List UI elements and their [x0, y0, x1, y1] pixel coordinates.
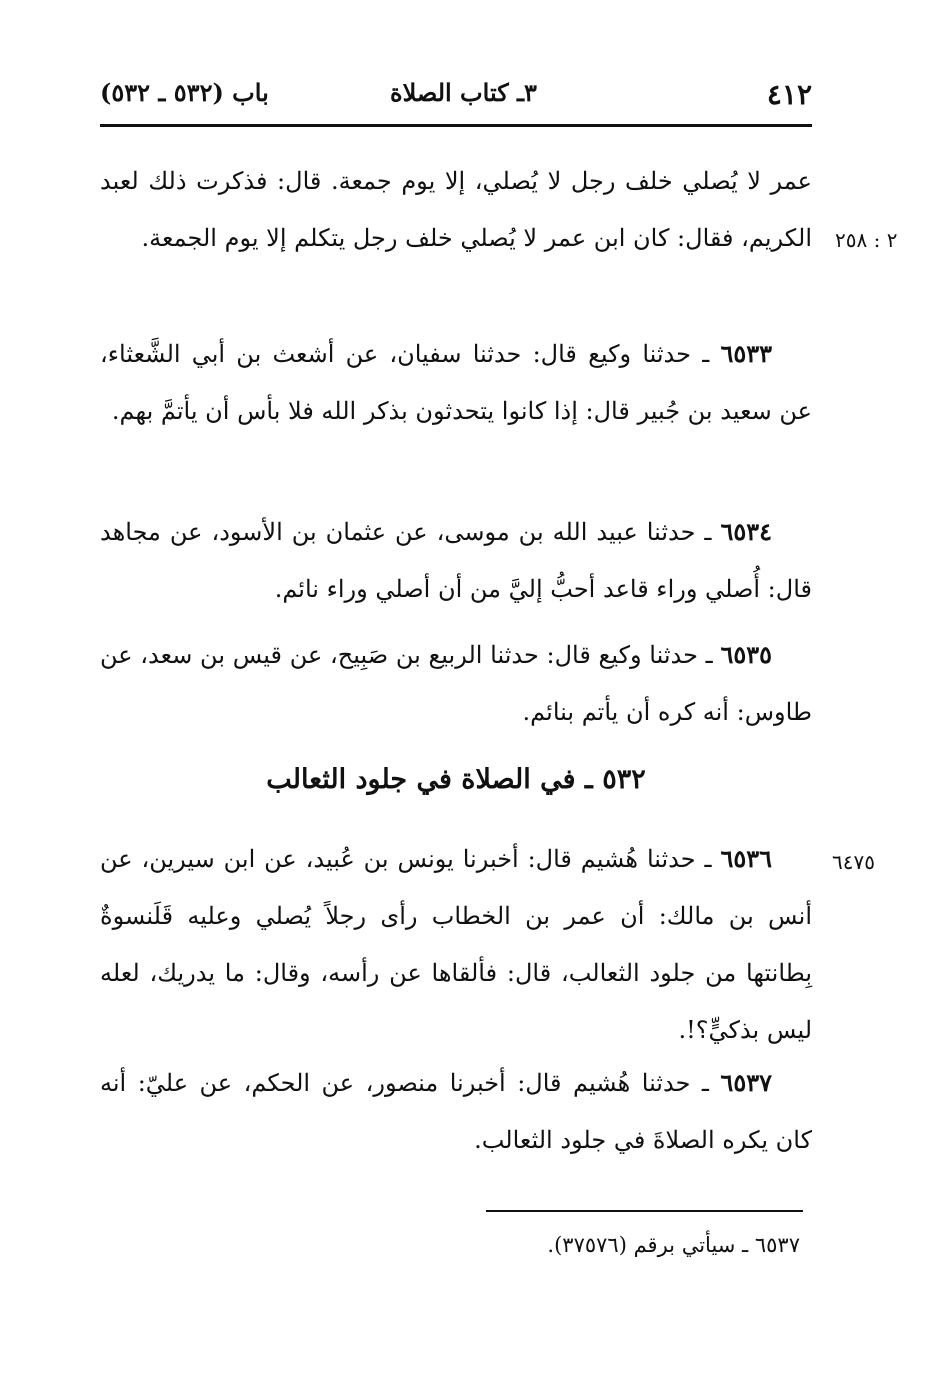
hadith-text: ـ حدثنا هُشيم قال: أخبرنا منصور، عن الحكم، عن عليّ: أنه كان يكره الصلاةَ في جلود الثعالب. — [100, 1069, 812, 1154]
footnote-rule — [486, 1210, 803, 1212]
hadith-text: ـ حدثنا وكيع قال: حدثنا الربيع بن صَبِيح، عن قيس بن سعد، عن طاوس: أنه كره أن يأتم بنائم. — [100, 641, 812, 726]
hadith-6536 — [100, 830, 812, 1059]
hadith-6534 — [100, 503, 812, 618]
hadith-6537 — [100, 1054, 812, 1169]
hadith-text: ـ حدثنا وكيع قال: حدثنا سفيان، عن أشعث بن أبي الشَّعثاء، عن سعيد بن جُبير قال: إذا كانوا يتحدثون بذكر الله فلا بأس أن يأتمَّ بهم. — [100, 340, 812, 425]
page-header — [100, 78, 812, 118]
margin-hadith-ref: ٦٤٧٥ — [832, 850, 875, 874]
book-title: ٣ـ كتاب الصلاة — [390, 78, 537, 107]
paragraph-continuation — [100, 153, 812, 267]
hadith-number: ٦٥٣٦ — [720, 844, 772, 873]
hadith-number: ٦٥٣٤ — [720, 517, 772, 546]
page-number: ٤١٢ — [766, 78, 812, 111]
hadith-6533 — [100, 325, 812, 440]
header-rule — [100, 124, 812, 127]
chapter-range: باب (٥٣٢ ـ ٥٣٢) — [100, 78, 269, 107]
hadith-number: ٦٥٣٣ — [720, 339, 772, 368]
hadith-text: ـ حدثنا هُشيم قال: أخبرنا يونس بن عُبيد، عن ابن سيرين، عن أنس بن مالك: أن عمر بن الخطاب رأى رجلاً يُصلي وعليه قَلَنسوةٌ بِطانتها من جلود الثعالب، قال: فألقاها عن رأسه، وقال: ما يدريك، لعله ليس بذكيٍّ؟!. — [100, 845, 812, 1044]
margin-volume-ref: ٢ : ٢٥٨ — [835, 228, 898, 252]
footnote: ٦٥٣٧ ـ سيأتي برقم (٣٧٥٧٦). — [547, 1233, 800, 1257]
hadith-number: ٦٥٣٥ — [720, 640, 772, 669]
paragraph-text: عمر لا يُصلي خلف رجل لا يُصلي، إلا يوم جمعة. قال: فذكرت ذلك لعبد الكريم، فقال: كان ابن عمر لا يُصلي خلف رجل يتكلم إلا يوم الجمعة. — [100, 167, 812, 252]
section-heading: ٥٣٢ ـ في الصلاة في جلود الثعالب — [266, 764, 646, 795]
hadith-text: ـ حدثنا عبيد الله بن موسى، عن عثمان بن الأسود، عن مجاهد قال: أُصلي وراء قاعد أحبُّ إليَّ من أن أصلي وراء نائم. — [100, 518, 812, 603]
hadith-6535 — [100, 626, 812, 741]
hadith-number: ٦٥٣٧ — [720, 1068, 772, 1097]
